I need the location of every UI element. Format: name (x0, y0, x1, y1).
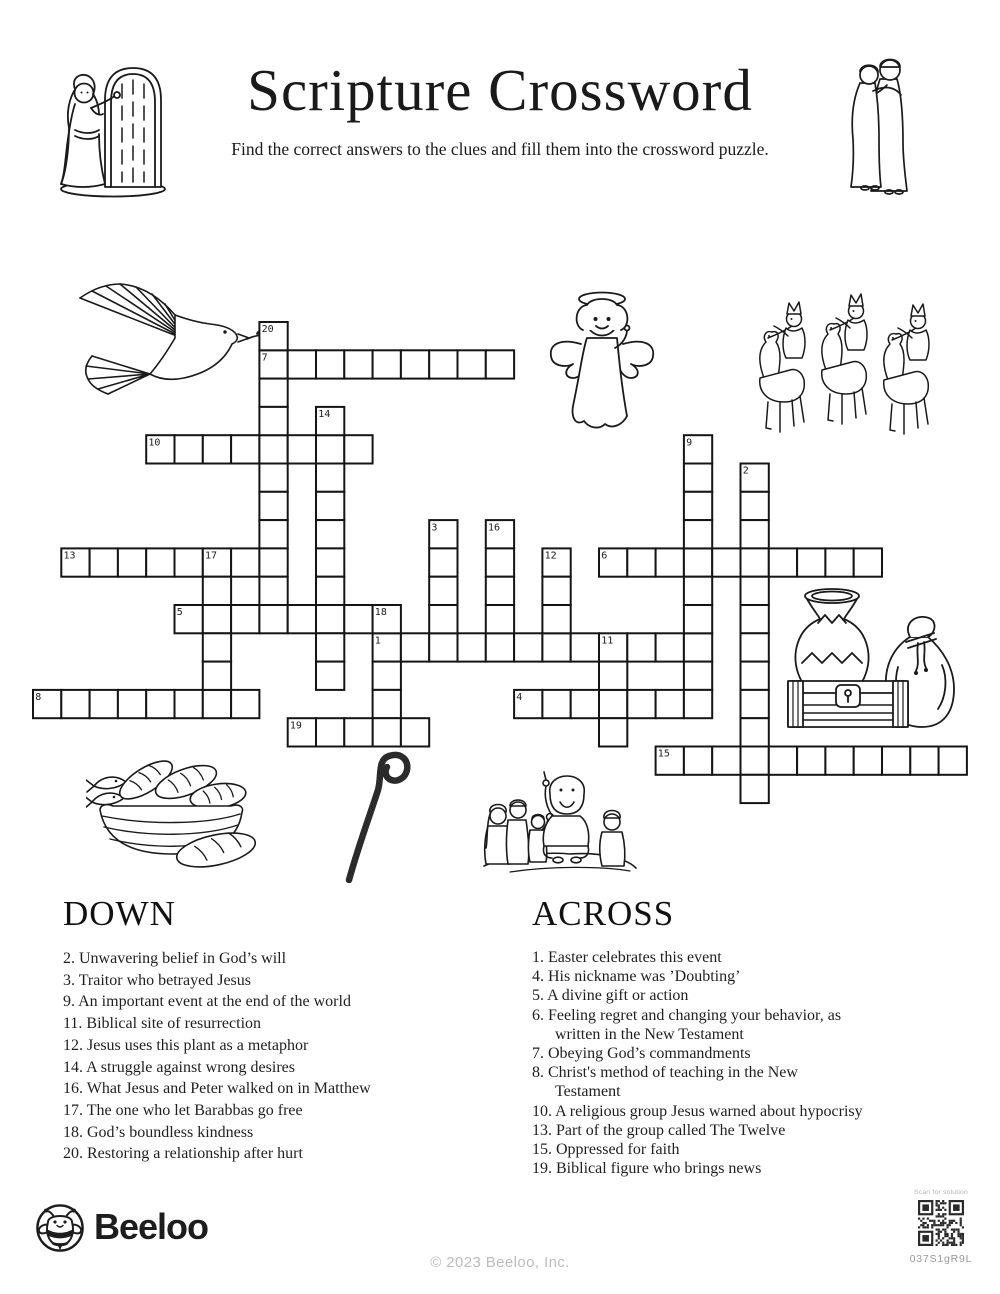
grid-cell[interactable] (373, 718, 401, 746)
clue-item: 13. Part of the group called The Twelve (532, 1121, 786, 1139)
down-heading: DOWN (63, 894, 176, 933)
grid-cell[interactable] (344, 605, 372, 633)
grid-cell[interactable] (486, 577, 514, 605)
grid-cell[interactable] (344, 435, 372, 463)
grid-cell[interactable] (486, 350, 514, 378)
grid-cell[interactable] (486, 633, 514, 661)
grid-cell[interactable] (401, 633, 429, 661)
grid-cell[interactable] (259, 407, 287, 435)
grid-cell-number: 17 (205, 550, 218, 562)
grid-cell[interactable] (514, 633, 542, 661)
grid-cell[interactable] (316, 577, 344, 605)
clue-item: 5. A divine gift or action (532, 987, 689, 1005)
grid-cell[interactable] (741, 492, 769, 520)
grid-cell[interactable] (344, 718, 372, 746)
grid-cell[interactable] (712, 747, 740, 775)
grid-cell[interactable] (684, 747, 712, 775)
clue-item: 6. Feeling regret and changing your behavior, as written in the New Testament (532, 1006, 842, 1043)
grid-cell[interactable] (542, 577, 570, 605)
grid-cell[interactable] (288, 605, 316, 633)
grid-cell[interactable] (259, 520, 287, 548)
grid-cell-number: 14 (318, 409, 331, 421)
grid-cell[interactable] (231, 605, 259, 633)
grid-cell[interactable] (797, 747, 825, 775)
beeloo-bee-logo-icon (35, 1203, 85, 1253)
clue-item: 7. Obeying God’s commandments (532, 1045, 751, 1063)
grid-cell[interactable] (910, 747, 938, 775)
grid-cell[interactable] (90, 690, 118, 718)
grid-cell[interactable] (373, 350, 401, 378)
grid-cell[interactable] (627, 548, 655, 576)
grid-cell[interactable] (571, 633, 599, 661)
grid-cell[interactable] (684, 548, 712, 576)
grid-cell[interactable] (175, 435, 203, 463)
grid-cell-number: 1 (374, 635, 381, 647)
grid-cell[interactable] (825, 747, 853, 775)
grid-cell[interactable] (854, 548, 882, 576)
grid-cell-number: 6 (601, 550, 608, 562)
clue-item: 9. An important event at the end of the world (63, 993, 351, 1011)
grid-cell-number: 5 (176, 607, 183, 619)
grid-cell[interactable] (316, 662, 344, 690)
grid-cell[interactable] (486, 548, 514, 576)
grid-cell[interactable] (203, 662, 231, 690)
grid-cell[interactable] (316, 492, 344, 520)
grid-cell[interactable] (203, 577, 231, 605)
grid-cell[interactable] (854, 747, 882, 775)
grid-cell[interactable] (259, 464, 287, 492)
grid-cell-number: 19 (289, 720, 302, 732)
grid-cell-number: 4 (516, 692, 523, 704)
grid-cell-number: 18 (374, 607, 387, 619)
grid-cell[interactable] (741, 548, 769, 576)
grid-cell[interactable] (741, 577, 769, 605)
page-title: Scripture Crossword (247, 57, 753, 123)
clue-item: 14. A struggle against wrong desires (63, 1058, 295, 1076)
brand-name: Beeloo (94, 1206, 209, 1247)
grid-cell-number: 10 (148, 437, 161, 449)
grid-cell[interactable] (429, 633, 457, 661)
grid-cell-number: 9 (686, 437, 693, 449)
qr-block (903, 1189, 979, 1265)
grid-cell-number: 2 (742, 465, 749, 477)
grid-cell[interactable] (741, 633, 769, 661)
grid-cell-number: 13 (63, 550, 76, 562)
copyright-text: © 2023 Beeloo, Inc. (430, 1254, 570, 1271)
grid-cell[interactable] (373, 690, 401, 718)
grid-cell[interactable] (769, 548, 797, 576)
grid-cell[interactable] (203, 435, 231, 463)
grid-cell[interactable] (656, 548, 684, 576)
grid-cell[interactable] (486, 605, 514, 633)
grid-cell[interactable] (61, 690, 89, 718)
grid-cell[interactable] (741, 747, 769, 775)
grid-cell[interactable] (288, 435, 316, 463)
grid-cell[interactable] (429, 577, 457, 605)
grid-cell[interactable] (684, 464, 712, 492)
grid-cell[interactable] (684, 633, 712, 661)
clue-item: 18. God’s boundless kindness (63, 1123, 254, 1141)
grid-cell[interactable] (259, 605, 287, 633)
grid-cell[interactable] (741, 775, 769, 803)
grid-cell[interactable] (175, 548, 203, 576)
grid-cell[interactable] (316, 350, 344, 378)
grid-cell[interactable] (316, 464, 344, 492)
grid-cell[interactable] (175, 690, 203, 718)
grid-cell-number: 3 (431, 522, 438, 534)
grid-cell[interactable] (90, 548, 118, 576)
clue-item: 11. Biblical site of resurrection (63, 1015, 262, 1033)
grid-cell[interactable] (741, 605, 769, 633)
grid-cell[interactable] (231, 690, 259, 718)
grid-cell[interactable] (656, 633, 684, 661)
grid-cell[interactable] (429, 350, 457, 378)
grid-cell[interactable] (825, 548, 853, 576)
clue-item: 19. Biblical figure who brings news (532, 1160, 762, 1178)
across-heading: ACROSS (532, 894, 675, 933)
grid-cell[interactable] (146, 690, 174, 718)
grid-cell[interactable] (684, 520, 712, 548)
clue-item: 4. His nickname was ’Doubting’ (532, 968, 741, 986)
grid-cell[interactable] (316, 548, 344, 576)
grid-cell-number: 11 (601, 635, 614, 647)
grid-cell[interactable] (684, 690, 712, 718)
clue-item: 16. What Jesus and Peter walked on in Matthew (63, 1080, 371, 1098)
grid-cell[interactable] (146, 548, 174, 576)
grid-cell[interactable] (769, 747, 797, 775)
qr-label: Scan for solution (913, 1189, 969, 1196)
grid-cell-number: 15 (657, 748, 670, 760)
grid-cell[interactable] (684, 662, 712, 690)
grid-cell-number: 12 (544, 550, 557, 562)
grid-cell[interactable] (344, 350, 372, 378)
grid-cell[interactable] (429, 605, 457, 633)
qr-code (918, 1200, 964, 1246)
clue-item: 17. The one who let Barabbas go free (63, 1101, 303, 1119)
grid-cell[interactable] (599, 718, 627, 746)
grid-cell[interactable] (797, 548, 825, 576)
grid-cell[interactable] (599, 690, 627, 718)
grid-cell-number: 7 (261, 352, 268, 364)
grid-cell[interactable] (741, 662, 769, 690)
across-clue-list (532, 948, 892, 1178)
grid-cell[interactable] (939, 747, 967, 775)
grid-cell[interactable] (656, 690, 684, 718)
grid-cell[interactable] (429, 548, 457, 576)
grid-cell[interactable] (741, 690, 769, 718)
grid-cell[interactable] (316, 633, 344, 661)
grid-cell[interactable] (458, 633, 486, 661)
grid-cell[interactable] (316, 605, 344, 633)
grid-cell[interactable] (288, 350, 316, 378)
grid-cell[interactable] (684, 605, 712, 633)
grid-cell[interactable] (599, 662, 627, 690)
grid-cell[interactable] (259, 435, 287, 463)
grid-cell[interactable] (373, 662, 401, 690)
grid-cell[interactable] (542, 633, 570, 661)
grid-cell[interactable] (118, 548, 146, 576)
grid-cell[interactable] (316, 520, 344, 548)
grid-cell[interactable] (203, 605, 231, 633)
grid-cell[interactable] (401, 350, 429, 378)
clue-item: 2. Unwavering belief in God’s will (63, 950, 287, 967)
grid-cell[interactable] (684, 577, 712, 605)
grid-cell[interactable] (458, 350, 486, 378)
grid-cell[interactable] (259, 577, 287, 605)
clue-item: 1. Easter celebrates this event (532, 949, 722, 966)
grid-cell[interactable] (259, 492, 287, 520)
clue-item: 3. Traitor who betrayed Jesus (63, 971, 251, 989)
grid-cell[interactable] (401, 718, 429, 746)
grid-cell[interactable] (571, 690, 599, 718)
grid-cell[interactable] (259, 548, 287, 576)
down-clue-list (63, 948, 529, 1165)
grid-cell[interactable] (627, 690, 655, 718)
clue-item: 20. Restoring a relationship after hurt (63, 1145, 303, 1163)
clue-item: 15. Oppressed for faith (532, 1141, 680, 1159)
grid-cell[interactable] (316, 718, 344, 746)
grid-cell[interactable] (259, 379, 287, 407)
grid-cell-number: 20 (261, 324, 274, 336)
qr-code-text: 037S1gR9L (909, 1253, 973, 1265)
across-clues-section (532, 894, 892, 1178)
grid-cell[interactable] (741, 718, 769, 746)
grid-cell-number: 8 (35, 692, 42, 704)
clue-item: 10. A religious group Jesus warned about hypocrisy (532, 1102, 863, 1120)
grid-cell[interactable] (542, 690, 570, 718)
grid-cell[interactable] (741, 520, 769, 548)
grid-cell[interactable] (627, 633, 655, 661)
grid-cell[interactable] (203, 690, 231, 718)
grid-cell[interactable] (882, 747, 910, 775)
down-clues-section (63, 894, 529, 1165)
grid-cell[interactable] (542, 605, 570, 633)
grid-cell[interactable] (712, 548, 740, 576)
grid-cell[interactable] (203, 633, 231, 661)
grid-cell[interactable] (684, 492, 712, 520)
grid-cell[interactable] (231, 548, 259, 576)
grid-cell[interactable] (231, 435, 259, 463)
grid-cell-number: 16 (488, 522, 501, 534)
clue-item: 12. Jesus uses this plant as a metaphor (63, 1036, 309, 1054)
clue-item: 8. Christ's method of teaching in the New Testament (532, 1064, 798, 1101)
grid-cell[interactable] (118, 690, 146, 718)
page-subtitle: Find the correct answers to the clues and fill them into the crossword puzzle. (231, 139, 769, 159)
grid-cell[interactable] (316, 435, 344, 463)
